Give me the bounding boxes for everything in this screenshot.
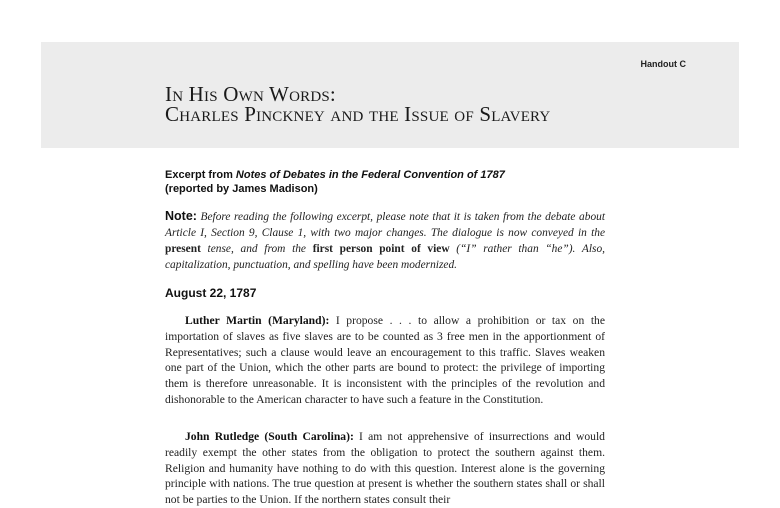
note-text-c: (“I” rather than “he”). Also, capitalization, punctuation, and spelling have been modernized.	[165, 243, 605, 271]
speech-text: I propose . . . to allow a prohibition or tax on the importation of slaves as five slaves are to be counted as 3 free men in the apportionment of Representatives; such a clause would leave an encouragement to this traffic. Slaves weaken one part of the Union, which the other parts are bound to protect: the privilege of importing them is therefore unreasonable. It is inconsistent with the principles of the revolution and dishonorable to the American character to have such a feature in the Constitution.	[165, 314, 605, 406]
source-work: Notes of Debates in the Federal Convention of 1787	[235, 169, 505, 181]
date-heading: August 22, 1787	[165, 286, 257, 300]
note-present: present	[165, 243, 201, 255]
title-line-2: Charles Pinckney and the Issue of Slavery	[165, 102, 551, 126]
speech-text: I am not apprehensive of insurrections and would readily exempt the other states from the obligation to protect the southern against them. Religion and humanity have nothing to do with this question. Interest alone is the governing principle with nations. The true question at present is whether the southern states shall or shall not be parties to the Union. If the northern states consult their	[165, 430, 605, 507]
note-text-a: Before reading the following excerpt, please note that it is taken from the debate about Article I, Section 9, Clause 1, with two major changes. The dialogue is now conveyed in the	[165, 211, 605, 239]
note-fpp: first person point of view	[312, 243, 450, 255]
editor-note	[165, 208, 605, 273]
note-text-b: tense, and from the	[200, 243, 313, 255]
source-prefix: Excerpt from	[165, 169, 236, 181]
speech-paragraph	[165, 429, 605, 508]
speech-paragraph	[165, 313, 605, 408]
title-line-1: In His Own Words:	[165, 82, 336, 106]
source-reported: (reported by James Madison)	[165, 183, 318, 195]
note-label: Note:	[165, 209, 197, 223]
handout-label: Handout C	[640, 59, 686, 69]
page-title	[165, 84, 550, 124]
speaker-name: John Rutledge (South Carolina):	[185, 430, 354, 443]
note-text	[165, 211, 605, 271]
excerpt-source	[165, 168, 625, 196]
speaker-name: Luther Martin (Maryland):	[185, 314, 330, 327]
source-line-1	[165, 168, 625, 182]
